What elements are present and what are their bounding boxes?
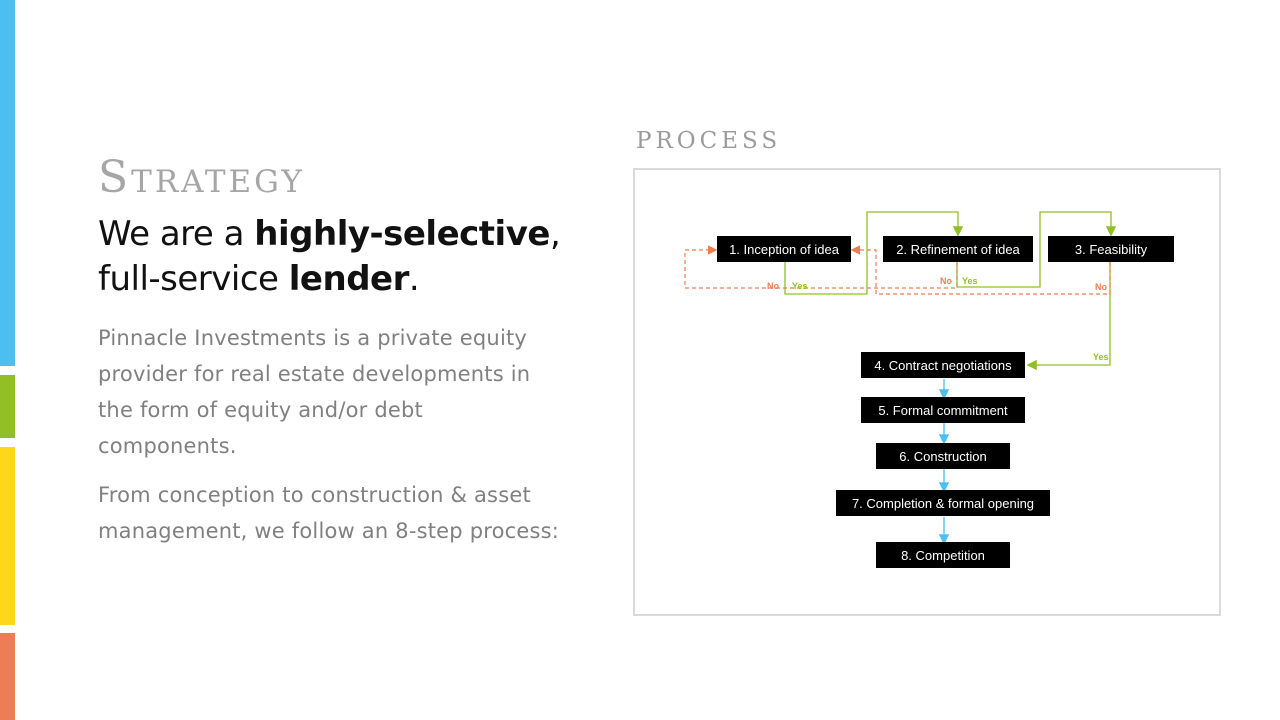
process-paragraph: From conception to construction & asset management, we follow an 8-step process: <box>98 483 560 543</box>
headline <box>98 212 568 302</box>
process-diagram <box>633 168 1221 616</box>
headline-part-3: . <box>408 259 420 299</box>
process-step-5: 5. Formal commitment <box>861 397 1025 423</box>
process-step-2: 2. Refinement of idea <box>883 236 1033 262</box>
process-step-7: 7. Completion & formal opening <box>836 490 1050 516</box>
yes-label-step-2: Yes <box>962 276 978 286</box>
process-step-3: 3. Feasibility <box>1048 236 1174 262</box>
no-label-step-2: No <box>940 276 952 286</box>
process-step-6: 6. Construction <box>876 443 1010 469</box>
intro-paragraph: Pinnacle Investments is a private equity provider for real estate developments in the form of equity and/or debt components. <box>98 326 531 458</box>
headline-emphasis-1: highly-selective <box>254 214 550 254</box>
accent-stripe-orange <box>0 633 15 720</box>
yes-label-step-3: Yes <box>1093 352 1109 362</box>
yes-label-step-1: Yes <box>792 281 808 291</box>
section-title: Strategy <box>98 152 305 203</box>
headline-part-2: , full-service <box>98 214 561 299</box>
accent-stripe-green <box>0 375 15 438</box>
no-label-step-1: No <box>767 281 779 291</box>
process-step-4: 4. Contract negotiations <box>861 352 1025 378</box>
process-step-1: 1. Inception of idea <box>717 236 851 262</box>
process-title: PROCESS <box>636 128 782 154</box>
accent-stripe-blue <box>0 0 15 366</box>
headline-part-1: We are a <box>98 214 255 254</box>
process-step-8: 8. Competition <box>876 542 1010 568</box>
no-label-step-3: No <box>1095 282 1107 292</box>
accent-stripe-yellow <box>0 447 15 625</box>
yes-connector-3-to-4 <box>1029 262 1110 365</box>
headline-emphasis-2: lender <box>288 259 409 299</box>
